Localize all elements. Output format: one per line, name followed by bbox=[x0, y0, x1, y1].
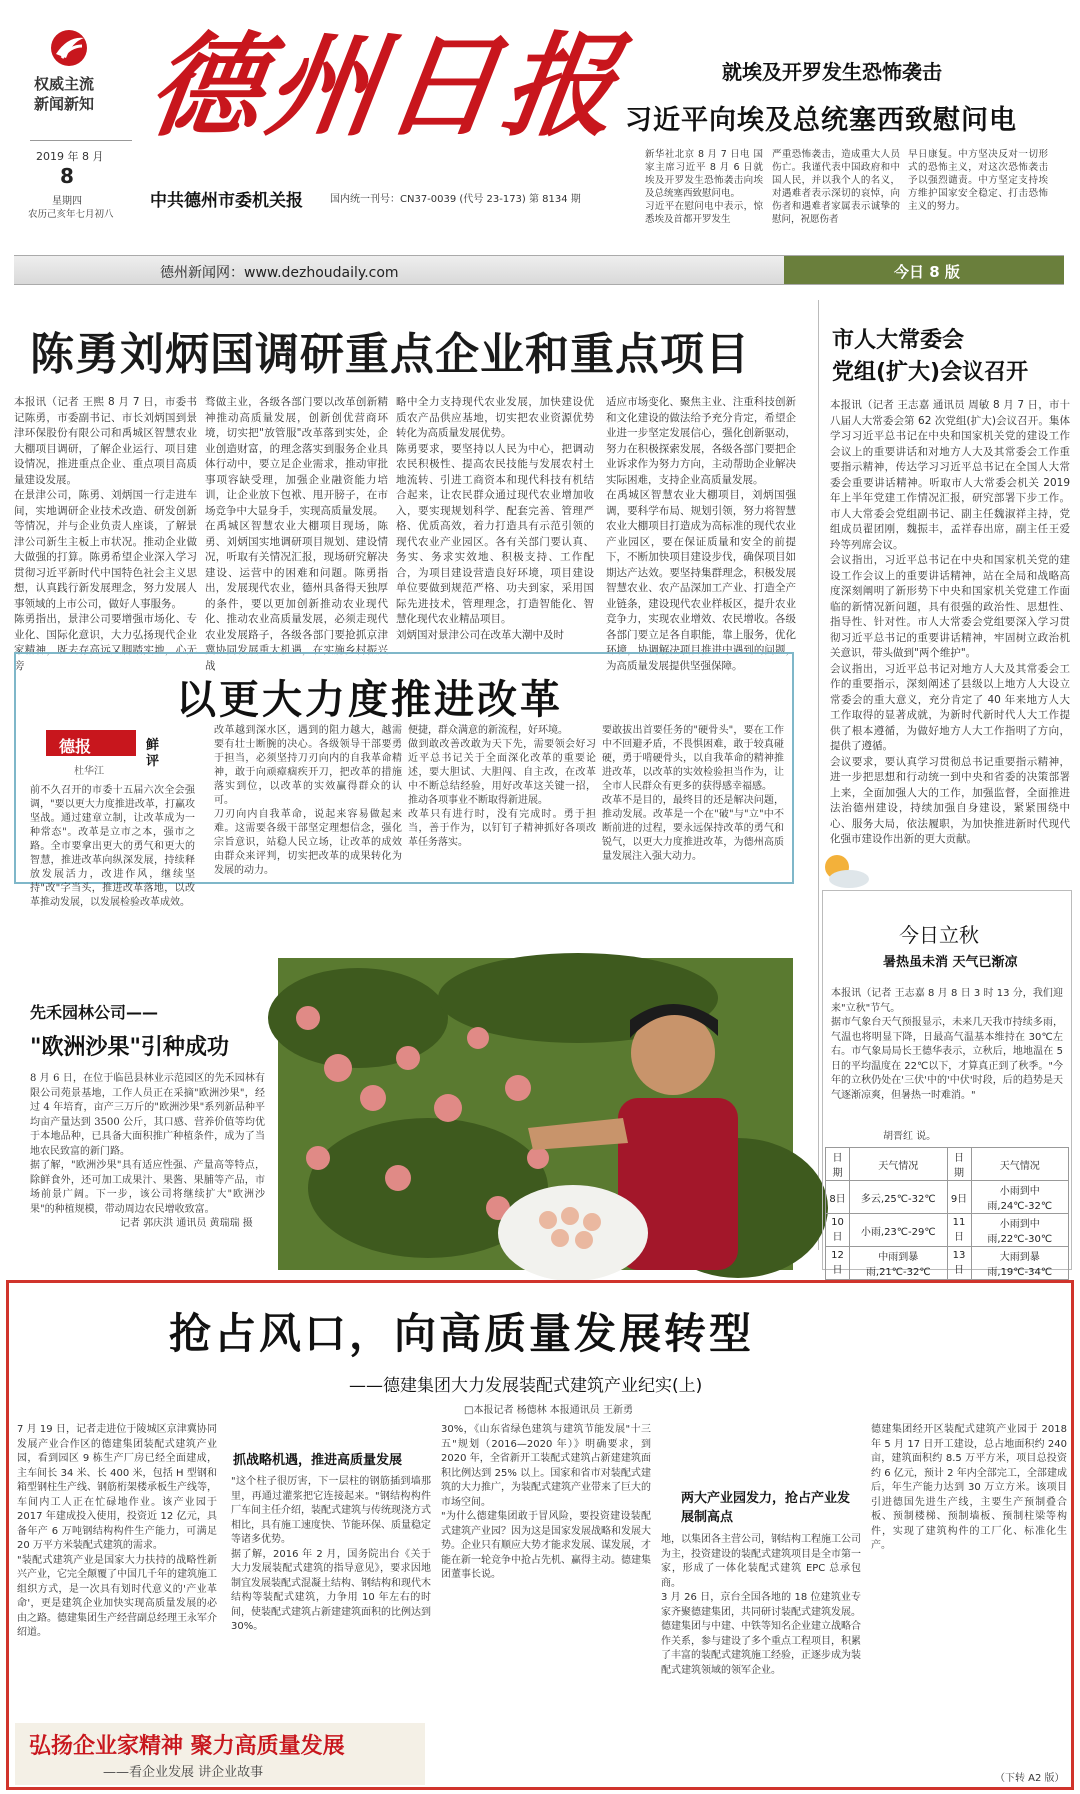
top-news-col3: 早日康复。中方坚决反对一切形式的恐怖主义，对这次恐怖袭击予以强烈谴责。中方坚定支持埃方维护国家安全稳定、打击恐怖主义的努力。 bbox=[908, 149, 1048, 212]
editorial-col2: 改革越到深水区，遇到的阻力越大，越需要有壮士断腕的决心。各级领导干部要勇于担当，必须坚持刀刃向内的自我革命精神，敢于向顽瘴痼疾开刀，把改革的措施落实到位，以改革的实效赢得群众的认可。 刀刃向内自我革命，说起来容易做起来难。这需要各级干部坚定理想信念，强化宗旨意识，站稳人民立场，让改革的成效由群众来评判，切实把改革的成果转化为发展的动力。 bbox=[214, 725, 402, 876]
editorial-headline: 以更大力度推进改革 bbox=[176, 677, 563, 723]
date-divider-top bbox=[30, 140, 132, 141]
feature-col2: "这个柱子很厉害，下一层柱的钢筋插到墙那里，再通过灌浆把它连接起来。"钢结构构件厂车间主任介绍，装配式建筑与传统现浇方式相比，具有施工速度快、节能环保、质量稳定等诸多优势。 据了解，2016 年 2 月，国务院出台《关于大力发展装配式建筑的指导意见》，要求因地制宜发展装配式混凝土结构、钢结构和现代木结构等装配式建筑，力争用 10 年左右的时间，使装配式建筑占新建建筑面积的比例达到 30%。 bbox=[231, 1476, 431, 1632]
website-label[interactable]: 德州新闻网：www.dezhoudaily.com bbox=[160, 265, 399, 281]
feature-continued: （下转 A2 版） bbox=[995, 1773, 1065, 1784]
newspaper-title: 德州日报 bbox=[140, 21, 632, 152]
feature-subhead: ——德建集团大力发展装配式建筑产业纪实(上) bbox=[349, 1376, 703, 1396]
slogan-line1: 权威主流 bbox=[34, 75, 95, 93]
feature-section-title-2: 两大产业园发力，抢占产业发展制高点 bbox=[681, 1491, 851, 1525]
cell: 11日 bbox=[947, 1214, 971, 1247]
cell: 10日 bbox=[826, 1214, 850, 1247]
table-row bbox=[826, 1214, 1069, 1247]
th-weather-2: 天气情况 bbox=[971, 1148, 1069, 1181]
feature-col3: 30%，《山东省绿色建筑与建筑节能发展"十三五"规划（2016—2020 年）》明确要求，到 2020 年，全省新开工装配式建筑占新建建筑面积比例达到 25% 以上。国家和省市对装配式建筑的大力推广，为装配式建筑产业带来了巨大的市场空间。 "为什么德建集团敢于冒风险，要投资建设装配式建筑产业园？因为这是国家发展战略和发展大势。企业只有顺应大势才能求发展、谋发展，才能在新一轮竞争中抢占先机、赢得主动。德建集团董事长说。 bbox=[441, 1424, 651, 1580]
editorial-author: 杜华江 bbox=[74, 766, 104, 777]
cell: 小雨到中雨,22℃-30℃ bbox=[971, 1214, 1069, 1247]
th-weather-1: 天气情况 bbox=[850, 1148, 948, 1181]
right-lead-body: 本报讯（记者 王志嘉 通讯员 周敏 8 月 7 日，市十八届人大常委会第 62 次党组(扩大)会议召开。集体学习习近平总书记在中央和国家机关党的建设工作会议上的重要讲话和对地方人大及其常委会工作重要指示精神，传达学习习近平总书记在全国人大常委会重要讲话精神。听取市人大常委会机关 2019 年上半年党建工作情况汇报，研究部署下步工作。市人大常委会党组副书记、副主任魏淑祥主持，党组成员翟团刚，魏振丰，孟祥春出席，副主任王爱玲等列席会议。 会议指出，习近平总书记在中央和国家机关党的建设工作会议上的重要讲话精神，站在全局和战略高度深刻阐明了新形势下中央和国家机关党建工作面临的新情况新问题，具有很强的政治性、思想性、指导性、针对性。市人大常委会党组要深入学习贯彻习近平总书记的重要讲话精神，牢固树立政治机关意识，带头做到"两个维护"。 会议指出，习近平总书记对地方人大及其常委会工作的重要指示，深刻阐述了县级以上地方人大设立常委会的重大意义，充分肯定了 40 年来地方人大工作取得的显著成就，为新时代新时代人大工作提供了根本遵循，为做好地方人大工作指明了方向，提供了遵循。 会议要求，要认真学习贯彻总书记重要指示精神，进一步把思想和行动统一到中央和省委的决策部署上来，全面加强人大的工作，加强监督，全面推进法治德州建设，持续加强自身建设，紧紧围绕中心、服务大局，依法履职，为加快推进新时代现代化强市建设作出新的更大贡献。 bbox=[830, 399, 1070, 845]
cell: 多云,25℃-32℃ bbox=[850, 1181, 948, 1214]
ecology-body: 8 月 6 日，在位于临邑县林业示范园区的先禾园林有限公司苑景基地，工作人员正在采摘"欧洲沙果"，经过 4 年培育，亩产三万斤的"欧洲沙果"系列新品种平均亩产量达到 3500 公斤，其口感、营养价值等均优于本地品种，已具备大面积推广种植条件，成为了当地农民致富的新门路。 据了解，"欧洲沙果"具有适应性强、产量高等特点，除鲜食外，还可加工成果汁、果酱、果脯等产品，市场前景广阔。下一步，该公司将继续扩大"欧洲沙果"的种植规模，带动周边农民增收致富。 bbox=[30, 1073, 265, 1215]
feature-col4: 地，以集团各主营公司，钢结构工程施工公司为主，投资建设的装配式建筑项目是全市第一家，形成了一体化装配式建筑 EPC 总承包商。 3 月 26 日，京台全国各地的 18 位建筑业专家齐聚德建集团，共同研讨装配式建筑发展。德建集团与中建、中铁等知名企业建立战略合作关系，参与建设了多个重点工程项目，积累了丰富的装配式建筑施工经验，正逐步成为装配式建筑领域的领军企业。 bbox=[661, 1534, 861, 1676]
feature-footer-banner bbox=[15, 1723, 425, 1785]
lead-col4: 适应市场变化、聚焦主业、注重科技创新和文化建设的做法给予充分肯定，希望企业进一步坚定发展信心，强化创新驱动，努力在积极探索发展，各级各部门要把企业诉求作为努力方向，主动帮助企业解决实际困难，支持企业高质量发展。 在禹城区智慧农业大棚项目，刘炳国强调，要科学布局、规划引领，努力将智慧农业大棚项目打造成为高标准的现代农业产业园区，要在保证质量和安全的前提下，不断加快项目建设步伐，确保项目如期达产达效。要坚持集群理念，积极发展智慧农业、农产品深加工产业、打造全产业链条，建设现代农业样板区，提升农业竞争力，实现农业增效、农民增收。各级各部门要立足各自职能，靠上服务，优化环境，协调解决项目推进中遇到的问题，为高质量发展提供坚强保障。 bbox=[606, 396, 796, 672]
weather-table-header bbox=[826, 1148, 1069, 1181]
right-lead-headline-2: 党组(扩大)会议召开 bbox=[832, 360, 1029, 385]
feature-footer-title: 弘扬企业家精神 聚力高质量发展 bbox=[29, 1734, 345, 1759]
editorial-col3: 便捷，群众满意的新流程，好环境。 做到敢改善改敢为天下先，需要领会好习近平总书记关于全面深化改革的重要论述，要大胆试、大胆闯、自主改，在改革中不断总结经验，用好改革这关键一招，推动各项事业不断取得新进展。 改革只有进行时，没有完成时。勇于担当，善于作为，以钉钉子精神抓好各项改革任务落实。 bbox=[408, 725, 596, 848]
weekday: 星期四 bbox=[52, 196, 82, 207]
top-news-headline: 习近平向埃及总统塞西致慰问电 bbox=[625, 105, 1017, 136]
right-lead-headline-1: 市人大常委会 bbox=[832, 328, 965, 353]
lunar-date: 农历己亥年七月初八 bbox=[28, 209, 114, 220]
slogan-line2: 新闻新知 bbox=[34, 95, 95, 113]
cell: 小雨,23℃-29℃ bbox=[850, 1214, 948, 1247]
cell: 12日 bbox=[826, 1247, 850, 1280]
editorial-col4: 要敢拔出首要任务的"硬骨头"，要在工作中不回避矛盾，不畏惧困难，敢于较真碰硬，勇于啃硬骨头，以自我革命的精神推进改革，以改革的实效检验担当作为，让全市人民群众有更多的获得感幸福感。 改革不是目的，最终目的还是解决问题，推动发展。改革是一个在"破"与"立"中不断前进的过程，要永远保持改革的勇气和锐气，以更大力度推进改革，为德州高质量发展注入强大动力。 bbox=[602, 725, 784, 862]
solar-term-title: 今日立秋 bbox=[899, 923, 979, 947]
table-row bbox=[826, 1247, 1069, 1280]
newspaper-logo-icon bbox=[46, 28, 92, 68]
editorial-label: 鲜评 bbox=[146, 738, 160, 769]
cell: 中雨到暴雨,21℃-32℃ bbox=[850, 1247, 948, 1280]
editorial-col1: 前不久召开的市委十五届六次全会强调，"要以更大力度推进改革，打赢攻坚战。通过建章立制，让改革成为一种常态"。改革是立市之本，强市之路。全市要拿出更大的勇气和更大的智慧，推进改革向纵深发展，持续释放发展活力，改进作风，继续坚持"改"字当头，推进改革落地，以改革推动发展，以发展检验改革成效。 bbox=[30, 785, 195, 908]
lead-col1: 本报讯（记者 王熙 8 月 7 日，市委书记陈勇，市委副书记、市长刘炳国到景津环保股份有限公司和禹城区智慧农业大棚项目调研，了解企业运行、项目建设情况，推进重点企业、重点项目高质量建设发展。 在景津公司，陈勇、刘炳国一行走进车间，实地调研企业技术改造、研发创新等情况，并与企业负责人座谈，了解景津公司新生主板上市状况。推动企业做大做强的打算。陈勇希望企业深入学习贯彻习近平新时代中国特色社会主义思想，认真践行新发展理念，努力发展人事领域的上市公司，做好人事服务。 陈勇指出，景津公司要增强市场化、专业化、国际化意识，大力弘扬现代企业家精神，既去存高远又脚踏实地，心无旁 bbox=[14, 396, 197, 672]
cell: 小雨到中雨,24℃-32℃ bbox=[971, 1181, 1069, 1214]
date-day: 8 bbox=[60, 164, 74, 188]
lead-headline: 陈勇刘炳国调研重点企业和重点项目 bbox=[30, 329, 750, 380]
feature-byline: □本报记者 杨德林 本报通讯员 王新勇 bbox=[464, 1405, 633, 1416]
feature-col5: 德建集团经开区装配式建筑产业园于 2018 年 5 月 17 日开工建设，总占地面积约 240 亩，建筑面积约 8.5 万平方米，项目总投资约 6 亿元，预计 2 年内全部完工，全部建成后，年生产能力达到 30 万立方米。该项目引进德国先进生产线，主要生产预制叠合板、预制楼梯、预制墙板、预制柱梁等构件，实现了建筑构件的工厂化、标准化生产。 bbox=[871, 1424, 1067, 1551]
today-pages-label: 今日 8 版 bbox=[894, 263, 960, 281]
feature-headline: 抢占风口，向高质量发展转型 bbox=[169, 1309, 755, 1358]
top-news-kicker: 就埃及开罗发生恐怖袭击 bbox=[722, 60, 942, 84]
solar-term-box bbox=[822, 890, 1072, 1278]
lead-col3: 略中全力支持现代农业发展，加快建设优质农产品供应基地，切实把农业资源优势转化为高质量发展优势。 陈勇要求，要坚持以人民为中心，把调动农民积极性、提高农民技能与发展农村土地流转、引进工商资本和现代科技有机结合起来，让农民群众通过现代农业增加收入，要实现规划科学、配套完善、管理严格、优质高效，着力打造具有示范引领的现代农业产业园区。各有关部门要认真、务实、务求实效地、积极支持、工作配合，为项目建设营造良好环境，项目建设单位要做到规范严格、功夫到家，采用国际先进技术，管理理念，打造智能化、智慧化现代农业精品项目。 刘炳国对景津公司在改革大潮中及时 bbox=[396, 396, 594, 641]
masthead bbox=[0, 0, 1080, 225]
solar-term-note: 胡晋红 说。 bbox=[883, 1131, 937, 1142]
sponsor: 中共德州市委机关报 bbox=[150, 191, 303, 211]
right-column-rule bbox=[818, 300, 819, 1250]
feature-footer-sub: ——看企业发展 讲企业故事 bbox=[103, 1765, 264, 1780]
orchard-photo bbox=[278, 958, 793, 1270]
solar-term-subtitle: 暑热虽未消 天气已渐凉 bbox=[883, 955, 1018, 970]
ecology-headline: "欧洲沙果"引种成功 bbox=[30, 1035, 229, 1060]
feature-box bbox=[6, 1280, 1074, 1790]
th-date-2: 日期 bbox=[947, 1148, 971, 1181]
ecology-kicker: 先禾园林公司—— bbox=[30, 1003, 159, 1022]
cell: 大雨到暴雨,19℃-34℃ bbox=[971, 1247, 1069, 1280]
table-row bbox=[826, 1181, 1069, 1214]
date-year-month: 2019 年 8 月 bbox=[36, 150, 104, 163]
cell: 9日 bbox=[947, 1181, 971, 1214]
feature-section-title-1: 抓战略机遇，推进高质量发展 bbox=[233, 1453, 403, 1468]
feature-col1: 7 月 19 日，记者走进位于陵城区京津冀协同发展产业合作区的德建集团装配式建筑产业园，看到园区 9 栋生产厂房已经全面建成，主车间长 34 米、长 400 米，包括 H 型钢和箱型钢柱生产线、钢筋桁架楼承板生产线等，车间内工人正在忙碌地作业。该产业园于 2017 年建成投入使用，投资近 12 亿元，具备年产 6 万吨钢结构构件生产能力，可满足 20 万平方米装配式建筑的需求。 "装配式建筑产业是国家大力扶持的战略性新兴产业，它完全颠覆了中国几千年的建筑施工组织方式，是一次具有划时代意义的'产业革命'，更是建筑企业加快实现高质量发展的必由之路。德建集团生产经营副总经理王永军介绍道。 bbox=[17, 1424, 217, 1638]
th-date-1: 日期 bbox=[826, 1148, 850, 1181]
top-news-col1: 新华社北京 8 月 7 日电 国家主席习近平 8 月 6 日就埃及开罗发生恐怖袭击向埃及总统塞西致慰问电。 习近平在慰问电中表示，惊悉埃及首都开罗发生 bbox=[645, 149, 763, 225]
orchard-photo-art bbox=[278, 958, 793, 1270]
weather-table bbox=[825, 1147, 1069, 1280]
ecology-credit: 记者 郭庆洪 通讯员 黄瑞瑞 摄 bbox=[120, 1218, 253, 1229]
cell: 8日 bbox=[826, 1181, 850, 1214]
solar-term-body: 本报讯（记者 王志嘉 8 月 8 日 3 时 13 分，我们迎来"立秋"节气。 据市气象台天气预报显示，未来几天我市持续多雨，气温也将明显下降，日最高气温基本维持在 30℃左右。市气象局局长王德华表示，立秋后，地地温在 5 日的平均温度在 22℃以下，才算真正到了秋季。"今年的立秋仍处在'三伏'中的'中伏'时段，后的趋势是天气逐渐凉爽，但暑热一时难消。" bbox=[831, 988, 1063, 1101]
editorial-brand: 德报 bbox=[59, 737, 92, 756]
sun-cloud-icon bbox=[815, 847, 875, 891]
today-pages-badge bbox=[784, 256, 1064, 284]
lead-col2: 骛做主业，各级各部门要以改革创新精神推动高质量发展，创新创优营商环境，切实把"放管服"改革落到实处，企业创造财富，的理念落实到服务企业具体行动中，要立足企业需求，推动审批事项容缺受理，加强企业融资能力培训，让企业放下包袱、甩开膀子，在市场竞争中大显身手，实现高质量发展。 在禹城区智慧农业大棚项目现场，陈勇、刘炳国实地调研项目规划、建设情况，听取有关情况汇报，现场研究解决建设、运营中的困难和问题。陈勇指出，发展现代农业，德州具备得天独厚的条件，要以更加创新推动农业现代化、推动农业高质量发展，必须走现代农业发展路子，各级各部门要抢抓京津冀协同发展重大机遇，在实施乡村振兴战 bbox=[205, 396, 388, 672]
top-news-col2: 严重恐怖袭击，造成重大人员伤亡。我谨代表中国政府和中国人民，并以我个人的名义，对遇难者表示深切的哀悼，向伤者和遇难者家属表示诚挚的慰问，祝愿伤者 bbox=[772, 149, 900, 225]
cell: 13日 bbox=[947, 1247, 971, 1280]
website-bar bbox=[14, 255, 1064, 285]
editorial-box bbox=[14, 652, 794, 908]
issue-info: 国内统一刊号：CN37-0039 (代号 23-173) 第 8134 期 bbox=[330, 194, 581, 205]
editorial-brand-box bbox=[46, 730, 136, 756]
